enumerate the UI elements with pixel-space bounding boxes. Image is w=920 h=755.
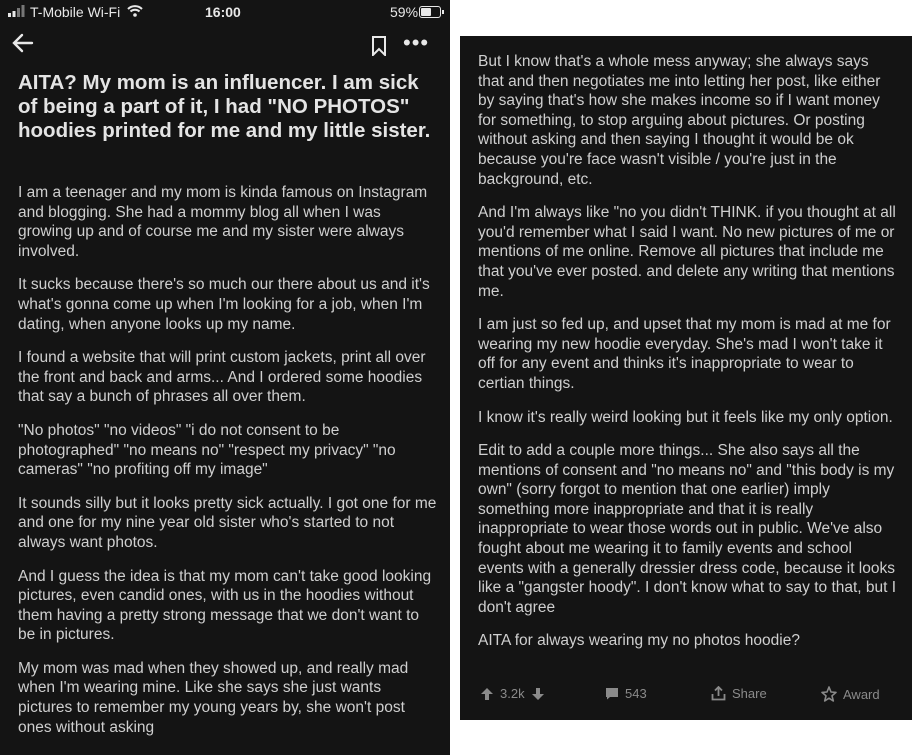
award-button[interactable] [821,686,880,702]
post-action-bar [460,686,912,708]
award-icon [821,686,837,702]
upvote-icon[interactable] [480,687,494,701]
post-paragraph: But I know that's a whole mess anyway; she always says that and then negotiates me into letting her post, like either by saying that's how she makes income so if I want money for something, to stop arguing about pictures. Or posting without asking and then saying I thought it would be ok because you're face wasn't visible / you're just in the background, etc. [478,53,881,188]
post-paragraph: It sounds silly but it looks pretty sick actually. I got one for me and one for my nine year old sister who's started to not always want photos. [18,494,437,551]
comments-button[interactable] [605,686,647,701]
post-paragraph: It sucks because there's so much our there about us and it's what's gonna come up when I'm looking for a job, when I'm dating, when anyone looks up my name. [18,276,430,333]
vote-count: 3.2k [500,686,525,701]
post-paragraph: Edit to add a couple more things... She also says all the mentions of consent and "no means no" and "this body is my own" (sorry forgot to mention that one earlier) imply something more inappropriate and that it is really inappropriate to wear those words out in public. We've also fought about me wearing it to family events and school events with a generally dressier dress code, because it looks like a "gangster hoody". I don't know what to say to that, but I don't agree [478,442,897,616]
post-body-left [18,183,438,751]
share-button[interactable] [711,686,767,701]
carrier-label: T-Mobile Wi-Fi [30,4,121,20]
top-nav [0,28,450,62]
award-label: Award [843,686,880,702]
post-paragraph: "No photos" "no videos" "i do not consent to be photographed" "no means no" "respect my privacy" "no cameras" "no profiting off my image" [18,421,396,479]
battery-percent: 59% [390,4,419,20]
comment-icon [605,687,619,700]
comment-count: 543 [625,686,647,701]
more-options-icon[interactable]: ••• [403,30,430,55]
post-title: AITA? My mom is an influencer. I am sick of being a part of it, I had "NO PHOTOS" hoodies printed for me and my little sister. [18,71,431,142]
post-paragraph: I am just so fed up, and upset that my mom is mad at me for wearing my new hoodie everyday. She's mad I won't take it off for any event and thinks it's inappropriate to wear to certian things. [478,316,891,392]
share-label: Share [732,686,767,701]
post-paragraph: And I guess the idea is that my mom can't take good looking pictures, even candid ones, with us in the hoodies without them having a pretty strong message that we don't want to be in pictures. [18,567,432,644]
downvote-icon[interactable] [531,687,545,701]
back-arrow-icon[interactable] [12,32,34,61]
post-question: AITA for always wearing my no photos hoodie? [478,632,800,650]
post-paragraph: My mom was mad when they showed up, and really mad when I'm wearing mine. Like she says she just wants pictures to remember my young years by, she won't post ones without asking [18,659,409,736]
post-screen-right [460,36,912,720]
share-icon [711,686,726,701]
wifi-icon [127,4,143,20]
battery-icon [419,6,441,18]
clock: 16:00 [205,4,241,20]
post-paragraph: I know it's really weird looking but it feels like my only option. [478,408,893,426]
post-body-right [478,52,898,665]
post-paragraph: I am a teenager and my mom is kinda famous on Instagram and blogging. She had a mommy blog all when I was growing up and of course me and my sister were always involved. [18,184,428,260]
post-paragraph: I found a website that will print custom jackets, print all over the front and back and arms... And I ordered some hoodies that say a bunch of phrases all over them. [18,349,426,406]
signal-icon [8,4,26,20]
post-paragraph: And I'm always like "no you didn't THINK. if you thought at all you'd remember what I said I want. No new pictures of me or mentions of me online. Remove all pictures that include me that you've ever posted. and delete any writing that mentions me. [478,204,896,300]
bookmark-icon[interactable] [371,36,387,61]
post-screen-left [0,0,450,755]
vote-group [480,686,545,701]
status-bar [0,0,450,24]
